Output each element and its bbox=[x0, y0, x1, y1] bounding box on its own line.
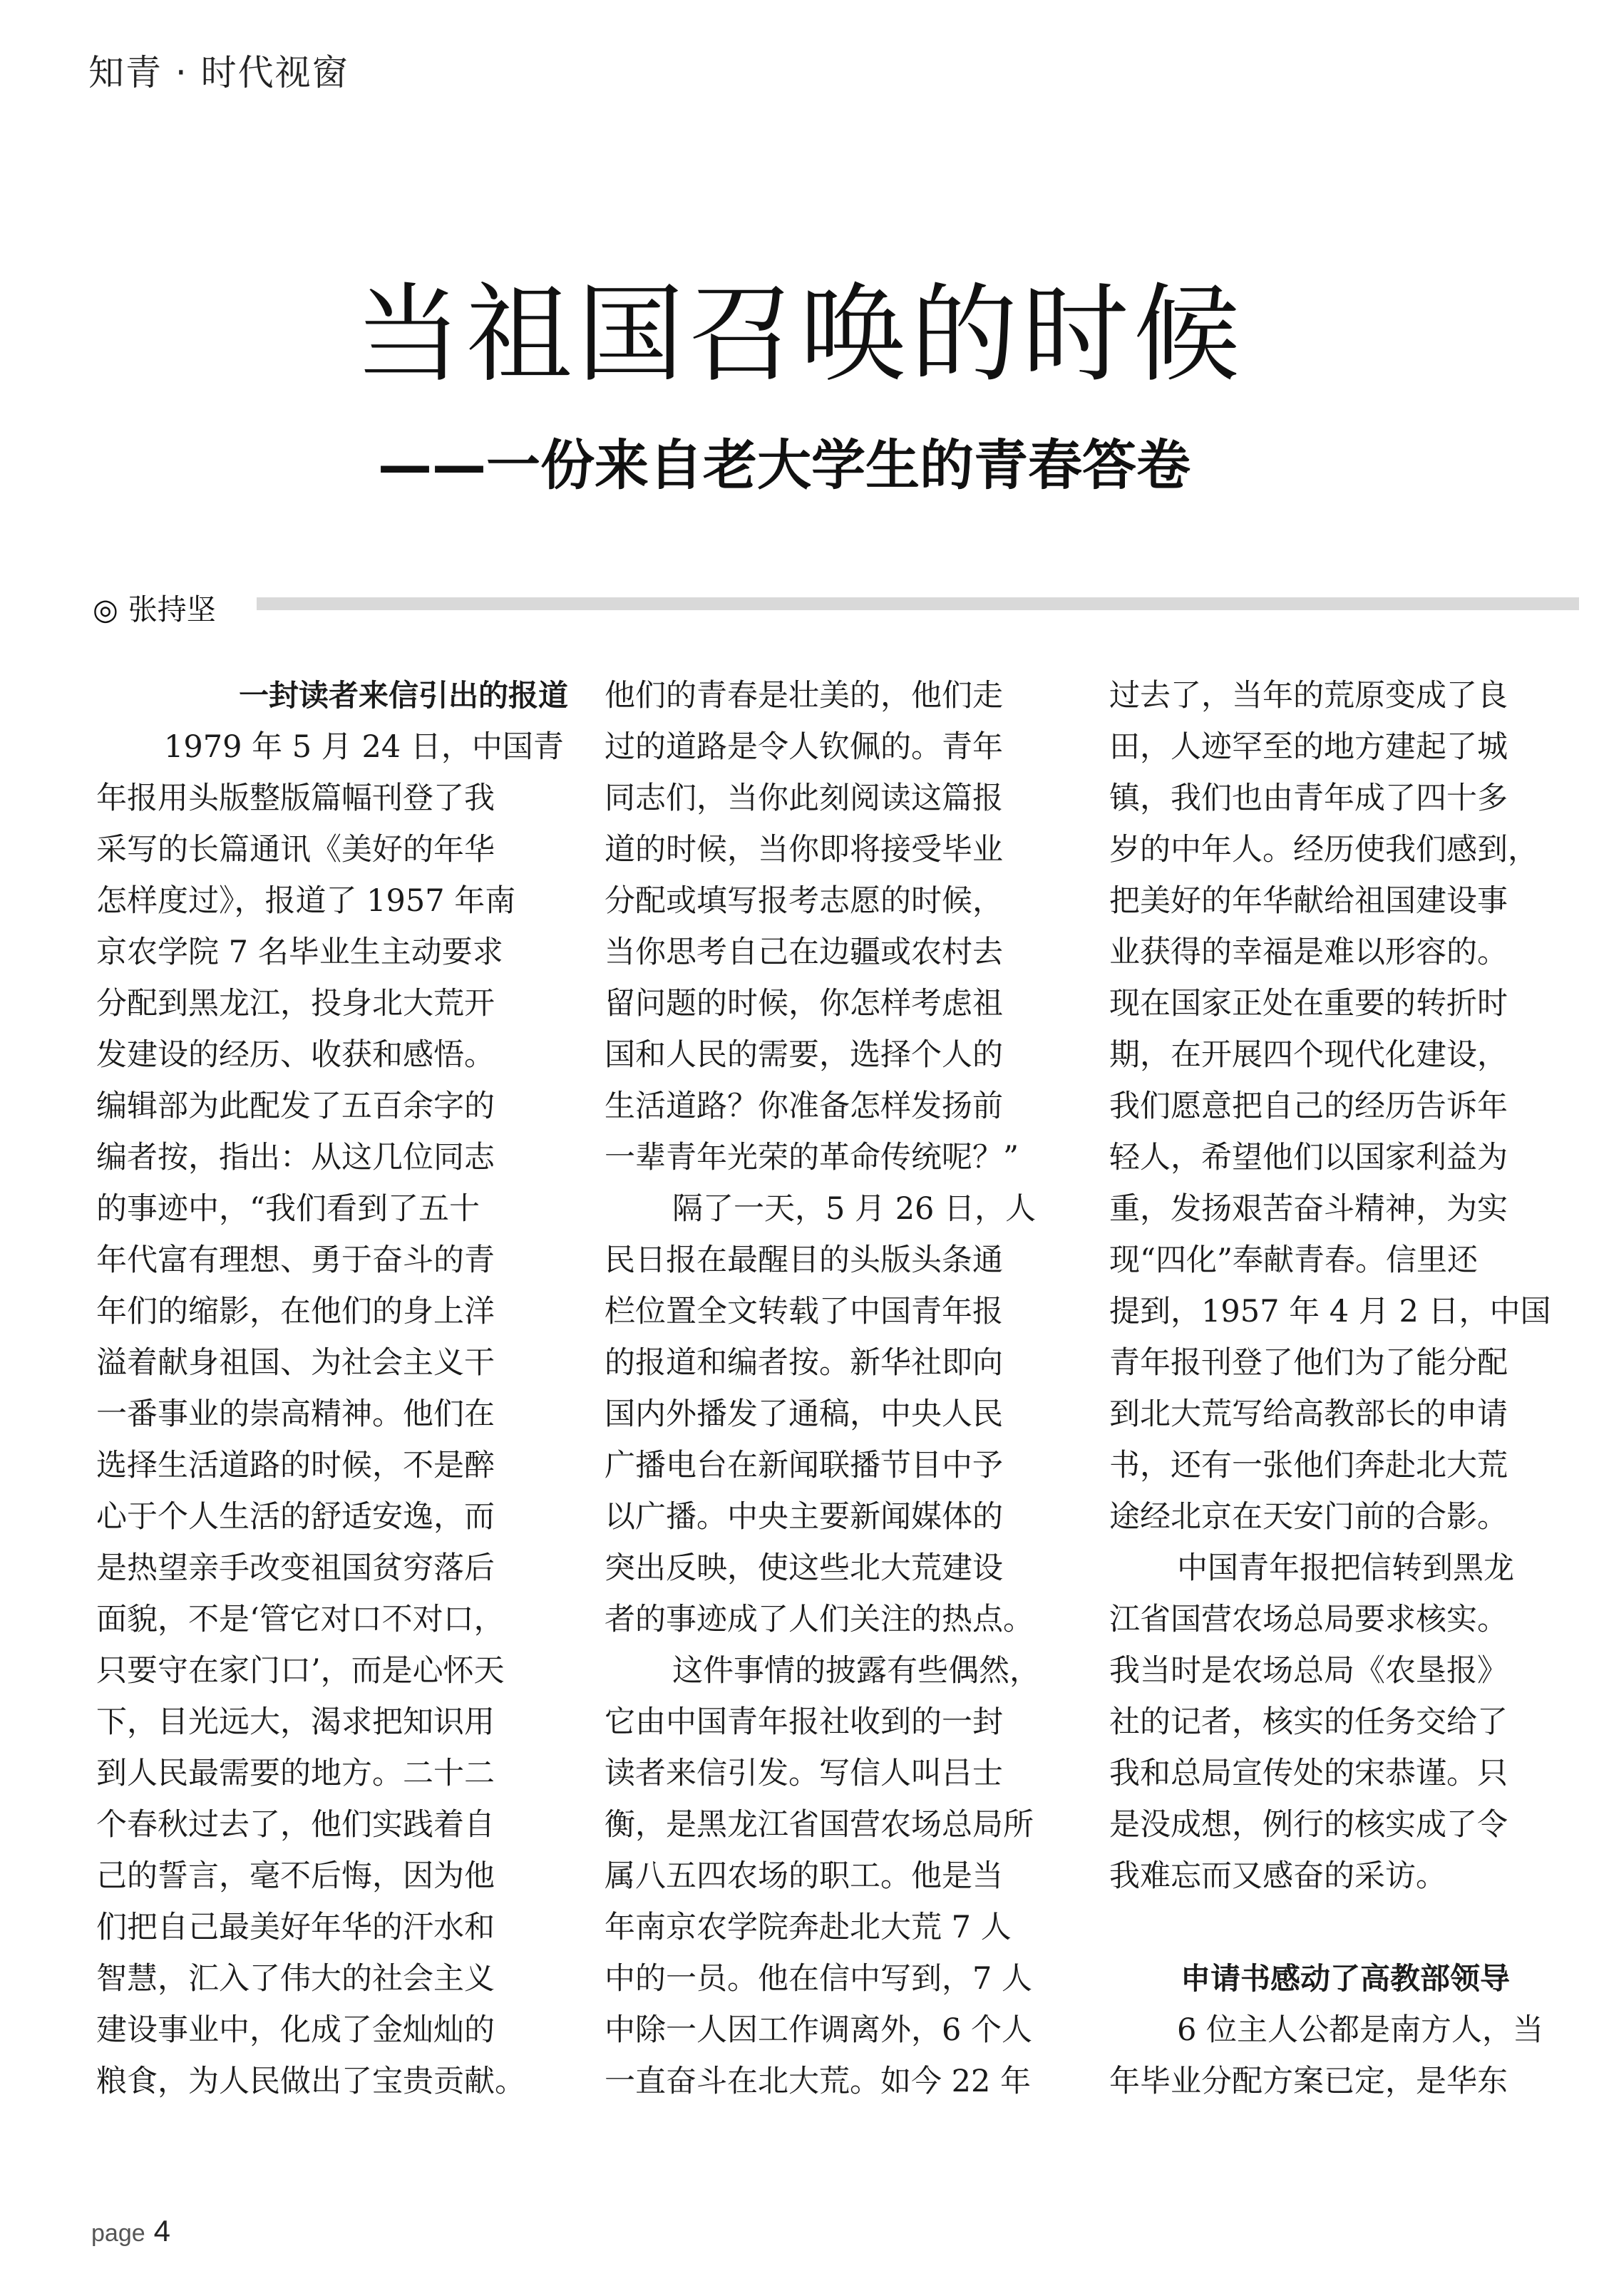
text-line: 衡，是黑龙江省国营农场总局所 bbox=[605, 1807, 1034, 1843]
text-line: 我们愿意把自己的经历告诉年 bbox=[1109, 1088, 1508, 1124]
text-line: 中除一人因工作调离外，6 个人 bbox=[605, 2012, 1033, 2048]
text-line: 他们的青春是壮美的，他们走 bbox=[605, 678, 1003, 714]
text-line: 现“四化”奉献青春。信里还 bbox=[1109, 1242, 1478, 1278]
text-line: 心于个人生活的舒适安逸，而 bbox=[96, 1499, 495, 1535]
text-line: 过去了，当年的荒原变成了良 bbox=[1109, 678, 1508, 714]
text-line: 轻人，希望他们以国家利益为 bbox=[1109, 1140, 1508, 1175]
text-line: 隔了一天，5 月 26 日，人 bbox=[672, 1191, 1037, 1227]
text-line: 过的道路是令人钦佩的。青年 bbox=[605, 729, 1003, 765]
text-line: 业获得的幸福是难以形容的。 bbox=[1109, 935, 1508, 970]
text-line: 年南京农学院奔赴北大荒 7 人 bbox=[605, 1910, 1012, 1945]
text-line: 这件事情的披露有些偶然， bbox=[672, 1653, 1040, 1689]
text-line: 一直奋斗在北大荒。如今 22 年 bbox=[605, 2064, 1032, 2099]
text-line: 年毕业分配方案已定，是华东 bbox=[1109, 2064, 1508, 2099]
byline-rule bbox=[257, 597, 1579, 610]
text-line: 读者来信引发。写信人叫吕士 bbox=[605, 1756, 1003, 1791]
text-line: 选择生活道路的时候，不是醉 bbox=[96, 1448, 495, 1483]
text-line: 途经北京在天安门前的合影。 bbox=[1109, 1499, 1508, 1535]
text-line: 一辈青年光荣的革命传统呢？” bbox=[605, 1140, 1019, 1175]
text-line: 的报道和编者按。新华社即向 bbox=[605, 1345, 1003, 1381]
text-line: 期，在开展四个现代化建设， bbox=[1109, 1037, 1508, 1073]
section-heading: 申请书感动了高教部领导 bbox=[1181, 1961, 1511, 1996]
text-line: 是热望亲手改变祖国贫穷落后 bbox=[96, 1550, 495, 1586]
text-line: 智慧，汇入了伟大的社会主义 bbox=[96, 1961, 495, 1997]
text-line: 国和人民的需要，选择个人的 bbox=[605, 1037, 1003, 1073]
text-column-3 bbox=[1109, 670, 1565, 2107]
text-line: 岁的中年人。经历使我们感到， bbox=[1109, 832, 1538, 868]
text-line: 发建设的经历、收获和感悟。 bbox=[96, 1037, 495, 1073]
text-line: 我难忘而又感奋的采访。 bbox=[1109, 1858, 1446, 1894]
text-line: 分配到黑龙江，投身北大荒开 bbox=[96, 986, 495, 1021]
text-line: 分配或填写报考志愿的时候， bbox=[605, 883, 1003, 919]
text-line: 者的事迹成了人们关注的热点。 bbox=[605, 1602, 1034, 1637]
text-line: 突出反映，使这些北大荒建设 bbox=[605, 1550, 1003, 1586]
text-line: 采写的长篇通讯《美好的年华 bbox=[96, 832, 495, 868]
text-line: 民日报在最醒目的头版头条通 bbox=[605, 1242, 1003, 1278]
text-line: 我当时是农场总局《农垦报》 bbox=[1109, 1653, 1508, 1689]
article-subtitle: ——一份来自老大学生的青春答卷 bbox=[378, 433, 1191, 497]
text-line: 它由中国青年报社收到的一封 bbox=[605, 1704, 1003, 1740]
text-line: 现在国家正处在重要的转折时 bbox=[1109, 986, 1508, 1021]
text-line: 中国青年报把信转到黑龙 bbox=[1177, 1550, 1514, 1586]
text-line: 年报用头版整版篇幅刊登了我 bbox=[96, 781, 495, 816]
text-line: 面貌，不是‘管它对口不对口， bbox=[96, 1602, 505, 1637]
text-line: 留问题的时候，你怎样考虑祖 bbox=[605, 986, 1003, 1021]
byline bbox=[93, 586, 216, 628]
text-line: 年们的缩影，在他们的身上洋 bbox=[96, 1294, 495, 1329]
text-line: 年代富有理想、勇于奋斗的青 bbox=[96, 1242, 495, 1278]
text-line: 把美好的年华献给祖国建设事 bbox=[1109, 883, 1508, 919]
text-line: 的事迹中，“我们看到了五十 bbox=[96, 1191, 480, 1227]
text-line: 道的时候，当你即将接受毕业 bbox=[605, 832, 1003, 868]
text-line: 己的誓言，毫不后悔，因为他 bbox=[96, 1858, 495, 1894]
text-line: 建设事业中，化成了金灿灿的 bbox=[96, 2012, 495, 2048]
text-line: 重，发扬艰苦奋斗精神，为实 bbox=[1109, 1191, 1508, 1227]
text-line: 一番事业的崇高精神。他们在 bbox=[96, 1396, 495, 1432]
text-line: 广播电台在新闻联播节目中予 bbox=[605, 1448, 1003, 1483]
text-line: 个春秋过去了，他们实践着自 bbox=[96, 1807, 495, 1843]
text-line: 青年报刊登了他们为了能分配 bbox=[1109, 1345, 1508, 1381]
text-line: 镇，我们也由青年成了四十多 bbox=[1109, 781, 1508, 816]
text-line: 属八五四农场的职工。他是当 bbox=[605, 1858, 1003, 1894]
byline-mark: ◎ bbox=[93, 592, 118, 627]
text-line: 们把自己最美好年华的汗水和 bbox=[96, 1910, 495, 1945]
section-heading: 一封读者来信引出的报道 bbox=[239, 678, 569, 713]
text-line: 到人民最需要的地方。二十二 bbox=[96, 1756, 495, 1791]
text-line: 是没成想，例行的核实成了令 bbox=[1109, 1807, 1508, 1843]
text-line: 只要守在家门口’，而是心怀天 bbox=[96, 1653, 505, 1689]
text-line: 6 位主人公都是南方人，当 bbox=[1177, 2012, 1544, 2048]
text-column-2 bbox=[605, 670, 1061, 2107]
text-line: 提到，1957 年 4 月 2 日，中国 bbox=[1109, 1294, 1551, 1329]
text-line: 栏位置全文转载了中国青年报 bbox=[605, 1294, 1003, 1329]
text-line: 溢着献身祖国、为社会主义干 bbox=[96, 1345, 495, 1381]
paragraph-gap bbox=[1109, 1902, 1565, 1953]
article-title: 当祖国召唤的时候 bbox=[354, 273, 1245, 397]
text-line: 粮食，为人民做出了宝贵贡献。 bbox=[96, 2064, 525, 2099]
text-column-1 bbox=[96, 670, 569, 2107]
text-line: 京农学院 7 名毕业生主动要求 bbox=[96, 935, 503, 970]
text-line: 社的记者，核实的任务交给了 bbox=[1109, 1704, 1508, 1740]
text-line: 生活道路？你准备怎样发扬前 bbox=[605, 1088, 1003, 1124]
text-line: 怎样度过》，报道了 1957 年南 bbox=[96, 883, 516, 919]
text-line: 书，还有一张他们奔赴北大荒 bbox=[1109, 1448, 1508, 1483]
text-line: 中的一员。他在信中写到，7 人 bbox=[605, 1961, 1033, 1997]
text-line: 下，目光远大，渴求把知识用 bbox=[96, 1704, 495, 1740]
author-name: 张持坚 bbox=[128, 592, 216, 627]
text-line: 到北大荒写给高教部长的申请 bbox=[1109, 1396, 1508, 1432]
text-line: 1979 年 5 月 24 日，中国青 bbox=[164, 729, 564, 765]
text-line: 田，人迹罕至的地方建起了城 bbox=[1109, 729, 1508, 765]
text-line: 江省国营农场总局要求核实。 bbox=[1109, 1602, 1508, 1637]
text-line: 编者按，指出：从这几位同志 bbox=[96, 1140, 495, 1175]
page-footer bbox=[91, 2214, 170, 2248]
page-number: 4 bbox=[153, 2214, 170, 2248]
page-label: page bbox=[91, 2220, 145, 2247]
text-line: 国内外播发了通稿，中央人民 bbox=[605, 1396, 1003, 1432]
text-line: 以广播。中央主要新闻媒体的 bbox=[605, 1499, 1003, 1535]
section-tag: 知青 · 时代视窗 bbox=[88, 52, 349, 93]
text-line: 我和总局宣传处的宋恭谨。只 bbox=[1109, 1756, 1508, 1791]
text-line: 当你思考自己在边疆或农村去 bbox=[605, 935, 1003, 970]
text-line: 同志们，当你此刻阅读这篇报 bbox=[605, 781, 1003, 816]
text-line: 编辑部为此配发了五百余字的 bbox=[96, 1088, 495, 1124]
